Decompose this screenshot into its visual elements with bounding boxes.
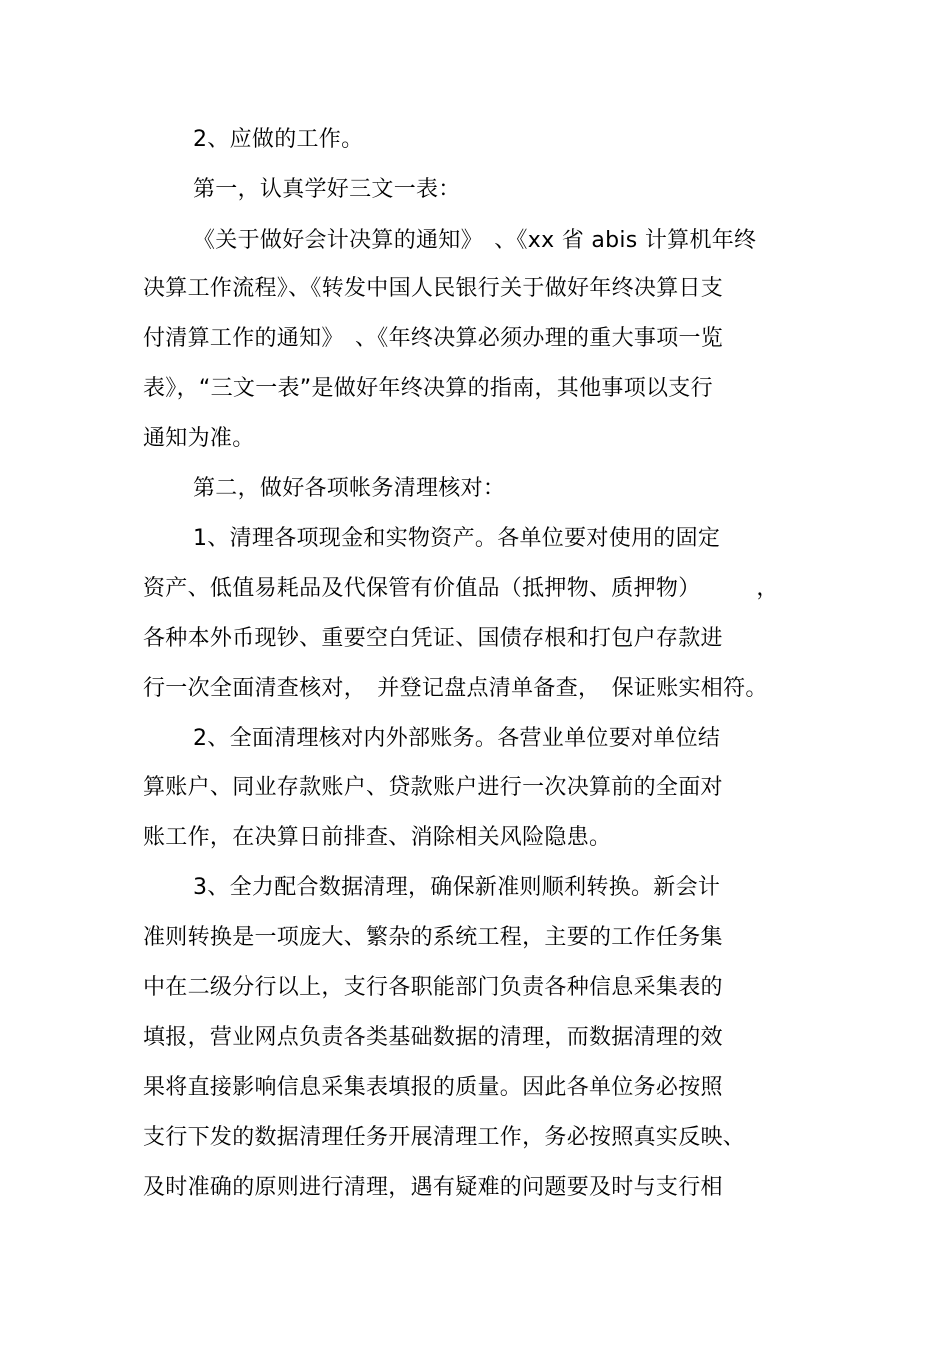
text-line: 资产、低值易耗品及代保管有价值品（抵押物、质押物） ， (143, 576, 779, 601)
text-line: 决算工作流程》、《转发中国人民银行关于做好年终决算日支 (143, 276, 724, 301)
text-line: 及时准确的原则进行清理，遇有疑难的问题要及时与支行相 (143, 1175, 723, 1200)
text-line: 2、应做的工作。 (193, 127, 364, 152)
text-line: 第一，认真学好三文一表： (193, 177, 461, 202)
text-line: 2、全面清理核对内外部账务。各营业单位要对单位结 (193, 726, 721, 751)
text-line: 账工作，在决算日前排查、消除相关风险隐患。 (143, 825, 612, 850)
text-line: 中在二级分行以上，支行各职能部门负责各种信息采集表的 (143, 975, 723, 1000)
text-line: 算账户、同业存款账户、贷款账户进行一次决算前的全面对 (143, 775, 723, 800)
text-line: 通知为准。 (143, 426, 255, 451)
text-line: 支行下发的数据清理任务开展清理工作，务必按照真实反映、 (143, 1125, 746, 1150)
text-line: 行一次全面清查核对， 并登记盘点清单备查， 保证账实相符。 (143, 676, 768, 701)
text-line: 果将直接影响信息采集表填报的质量。因此各单位务必按照 (143, 1075, 723, 1100)
text-line: 《关于做好会计决算的通知》 、《xx 省 abis 计算机年终 (193, 228, 757, 253)
text-line: 付清算工作的通知》 、《年终决算必须办理的重大事项一览 (143, 326, 724, 351)
text-line: 填报，营业网点负责各类基础数据的清理，而数据清理的效 (143, 1025, 723, 1050)
text-line: 表》，“三文一表”是做好年终决算的指南，其他事项以支行 (143, 376, 713, 401)
text-line: 1、清理各项现金和实物资产。各单位要对使用的固定 (193, 526, 721, 551)
text-line: 准则转换是一项庞大、繁杂的系统工程，主要的工作任务集 (143, 925, 723, 950)
text-line: 各种本外币现钞、重要空白凭证、国债存根和打包户存款进 (143, 626, 723, 651)
text-line: 第二，做好各项帐务清理核对： (193, 476, 506, 501)
text-line: 3、全力配合数据清理，确保新准则顺利转换。新会计 (193, 875, 721, 900)
